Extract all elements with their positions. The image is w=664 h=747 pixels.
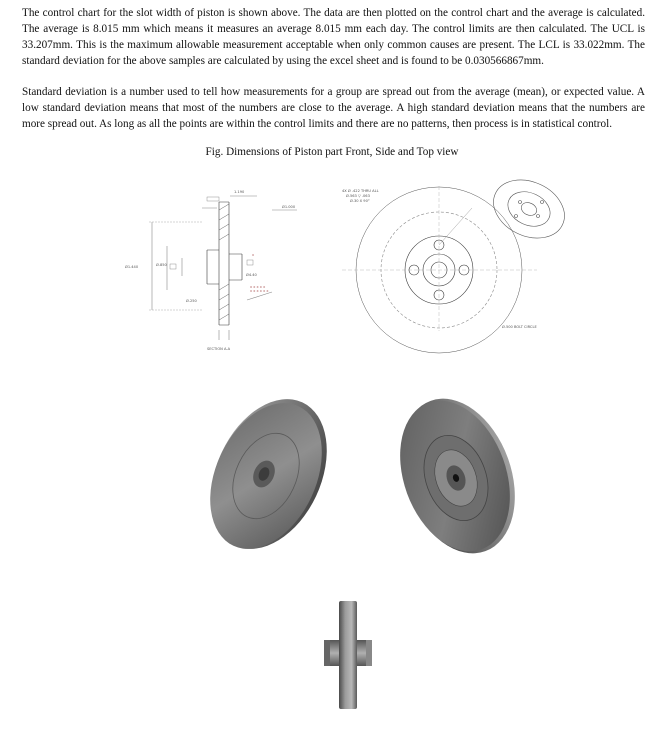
dim-label-1: Ø1.440: [125, 265, 139, 269]
svg-text:x x x x x x: x x x x x x: [250, 289, 269, 293]
section-view-drawing: [122, 180, 352, 355]
piston-render-side: [322, 600, 374, 710]
piston-render-front: [212, 396, 322, 558]
top-dim-3: Ø.30 X 90°: [350, 199, 370, 203]
dim-label-3: Ø.850: [156, 263, 167, 267]
figure-caption: Fig. Dimensions of Piston part Front, Side and Top view: [205, 146, 459, 158]
top-dim-4: Ø.500 BOLT CIRCLE: [502, 325, 537, 329]
section-label: SECTION A-A: [207, 347, 231, 351]
top-dim-2: Ø.563 ▽ .063: [346, 194, 370, 198]
small-disc-drawing: [490, 180, 570, 240]
svg-text:x x x x x: x x x x x: [250, 285, 266, 289]
paragraph-standard-deviation: Standard deviation is a number used to tell how measurements for a group are spread out from the average (mean), or expected value. A low standard deviation means that most of the numbers are close to the average. A high standard deviation means that the numbers are more spread out. As long as all the points are within the control limits and there are no patterns, then process is in statistical control.: [22, 86, 645, 131]
paragraph-control-chart: The control chart for the slot width of piston is shown above. The data are then plotted on the control chart and the average is calculated. The average is 8.015 mm which means it measures an average 8.015 mm each day. The control limits are then calculated. The UCL is 33.207mm. This is the maximum allowable measurement acceptable when only common causes are present. The LCL is 33.022mm. The standard deviation for the above samples are calculated by using the excel sheet and is found to be 0.030566867mm.: [22, 7, 645, 68]
dim-label-6: Ø.250: [186, 299, 197, 303]
svg-text:x: x: [252, 253, 255, 257]
piston-render-back: [398, 396, 514, 560]
dim-label-2: 1.190: [234, 190, 245, 194]
top-dim-1: 4X Ø .422 THRU ALL: [342, 189, 379, 193]
dim-label-5: Ø4.40: [246, 273, 257, 277]
dim-label-4: Ø1.000: [282, 205, 296, 209]
